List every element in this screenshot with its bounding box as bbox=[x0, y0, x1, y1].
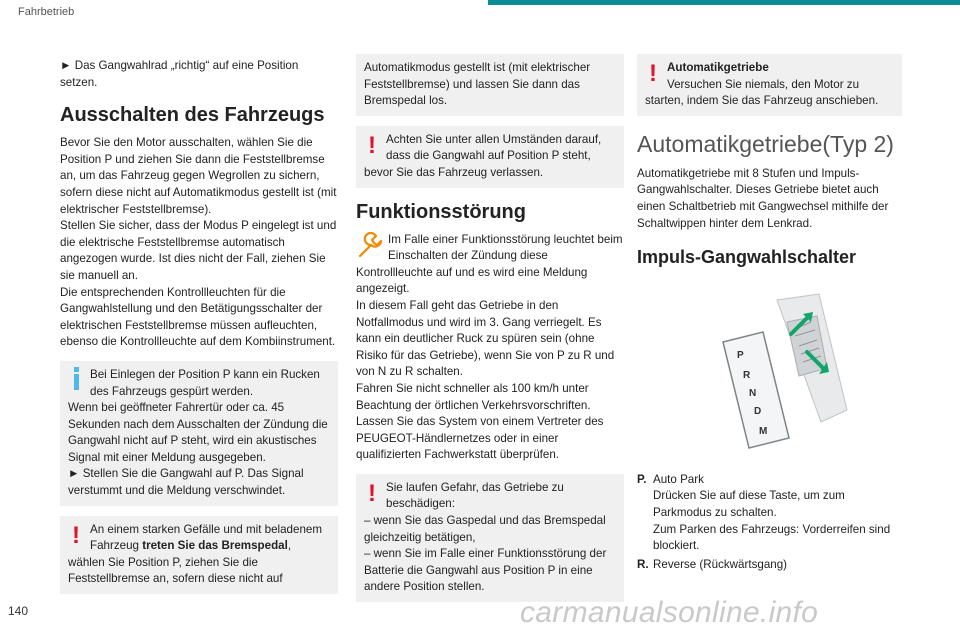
para-4: Lassen Sie das System von einem Vertreter des PEUGEOT-Händlernetzes oder in einer qualifizierten Fachwerkstatt überprüfen. bbox=[356, 415, 604, 462]
continuation-text: Automatikmodus gestellt ist (mit elektrischer Feststellbremse) und lassen Sie dann das Bremspedal los. bbox=[364, 61, 591, 108]
page-number: 140 bbox=[8, 604, 29, 618]
warning-text: Versuchen Sie niemals, den Motor zu starten, indem Sie das Fahrzeug anschieben. bbox=[645, 77, 879, 108]
selector-letter-d: D bbox=[754, 406, 762, 418]
para-2: Stellen Sie sicher, dass der Modus P eingelegt ist und die elektrische Feststellbremse automatisch angezogen wurde. Ist dies nicht der Fall, ziehen Sie sie manuell an. bbox=[60, 219, 337, 282]
continuation-box bbox=[356, 54, 624, 116]
def-item-r: R. Reverse (Rückwärtsgang) bbox=[637, 557, 902, 574]
def-item-p: P. Auto Park Drücken Sie auf diese Taste, um zum Parkmodus zu schalten. Zum Parken des Fahrzeugs: Vorderreifen sind blockiert. bbox=[637, 472, 902, 555]
warning-text: Achten Sie unter allen Umständen darauf, dass die Gangwahl auf Position P steht, bevor Sie das Fahrzeug verlassen. bbox=[364, 132, 602, 179]
para-3: Die entsprechenden Kontrollleuchten für die Gangwahlstellung und den Betätigungsschalter der elektrischen Feststellbremse müssen aufleuchten, ebenso die Kontrollleuchte auf dem Kombiinstrument. bbox=[60, 285, 336, 349]
def-r-line-1: Reverse (Rückwärtsgang) bbox=[653, 557, 788, 571]
warning-line-3: – wenn Sie im Falle einer Funktionsstörung der Batterie die Gangwahl aus Position P in eine andere Position stellen. bbox=[364, 547, 607, 594]
warning-box-anschieben bbox=[637, 54, 902, 116]
heading-automatikgetriebe: Automatikgetriebe(Typ 2) bbox=[637, 130, 894, 157]
column-2 bbox=[356, 50, 624, 612]
gear-selector-illustration bbox=[699, 292, 849, 452]
info-box bbox=[60, 361, 338, 506]
warning-line-1: Sie laufen Gefahr, das Getriebe zu beschädigen: bbox=[386, 480, 564, 511]
heading-impuls: Impuls-Gangwahlschalter bbox=[637, 247, 857, 268]
warning-icon: ! bbox=[72, 521, 80, 549]
def-p-line-1: Auto Park bbox=[653, 472, 704, 486]
wrench-icon bbox=[356, 232, 384, 260]
def-p-line-2: Drücken Sie auf diese Taste, um zum Parkmodus zu schalten. bbox=[653, 489, 845, 519]
warning-icon: ! bbox=[368, 479, 376, 507]
selector-letter-n: N bbox=[749, 388, 757, 400]
warning-box-gefaelle bbox=[60, 516, 338, 594]
watermark: carmanualsonline.info bbox=[520, 596, 819, 629]
para-2: In diesem Fall geht das Getriebe in den Notfallmodus und wird im 3. Gang verriegelt. Es kann ein deutlicher Ruck zu spüren sein (ohne Risiko für das Getriebe), wenn Sie von P zu R und von N zu R schalten. bbox=[356, 298, 615, 379]
warning-icon: ! bbox=[368, 131, 376, 159]
info-line-2: Wenn bei geöffneter Fahrertür oder ca. 45 Sekunden nach dem Ausschalten der Zündung die Gangwahl nicht auf P steht, wird ein akustisches Signal mit einer Meldung ausgegeben. bbox=[68, 401, 328, 464]
info-line-1: Bei Einlegen der Position P kann ein Rucken des Fahrzeugs gespürt werden. bbox=[90, 367, 320, 398]
warning-icon: ! bbox=[649, 60, 657, 87]
warning-line-2: – wenn Sie das Gaspedal und das Bremspedal gleichzeitig betätigen, bbox=[364, 514, 606, 544]
warning-title: Automatikgetriebe bbox=[667, 61, 769, 74]
para-1: Bevor Sie den Motor ausschalten, wählen Sie die Position P und ziehen Sie dann die Feststellbremse an, um das Fahrzeug gegen Wegrollen zu sichern, sofern diese nicht auf Automatikmodus gestellt ist (mit elektrischer Feststellbremse). bbox=[60, 136, 337, 216]
warning-box-getriebe bbox=[356, 474, 624, 602]
selector-letter-p: P bbox=[737, 350, 744, 362]
para-intro: Automatikgetriebe mit 8 Stufen und Impuls-Gangwahlschalter. Dieses Getriebe bietet auch einen Schaltbetrieb mit Gangwechsel mithilfe der Schaltwippen hinter dem Lenkrad. bbox=[637, 166, 889, 230]
column-1 bbox=[60, 50, 338, 604]
selector-letter-m: M bbox=[759, 426, 768, 438]
info-icon bbox=[68, 367, 90, 399]
intro-bullet: ► Das Gangwahlrad „richtig“ auf eine Position setzen. bbox=[60, 59, 299, 89]
para-1: Im Falle einer Funktionsstörung leuchtet beim Einschalten der Zündung diese Kontrollleuchte auf und es wird eine Meldung angezeigt. bbox=[356, 232, 623, 296]
warning-text: An einem starken Gefälle und mit beladenem Fahrzeug treten Sie das Bremspedal, wählen Sie Position P, ziehen Sie die Feststellbremse an, sofern diese nicht auf bbox=[68, 522, 323, 586]
warning-box-verlassen bbox=[356, 126, 624, 188]
para-3: Fahren Sie nicht schneller als 100 km/h unter Beachtung der örtlichen Verkehrsvorschriften. bbox=[356, 381, 591, 412]
section-title: Fahrbetrieb bbox=[18, 6, 75, 18]
header-accent-bar bbox=[488, 0, 960, 5]
selector-letter-r: R bbox=[743, 370, 751, 382]
info-line-3: ► Stellen Sie die Gangwahl auf P. Das Signal verstummt und die Meldung verschwindet. bbox=[68, 467, 304, 498]
heading-ausschalten: Ausschalten des Fahrzeugs bbox=[60, 104, 325, 127]
def-p-line-3: Zum Parken des Fahrzeugs: Vorderreifen sind blockiert. bbox=[653, 522, 891, 553]
heading-funktionsstoerung: Funktionsstörung bbox=[356, 200, 526, 223]
column-3 bbox=[637, 50, 902, 575]
